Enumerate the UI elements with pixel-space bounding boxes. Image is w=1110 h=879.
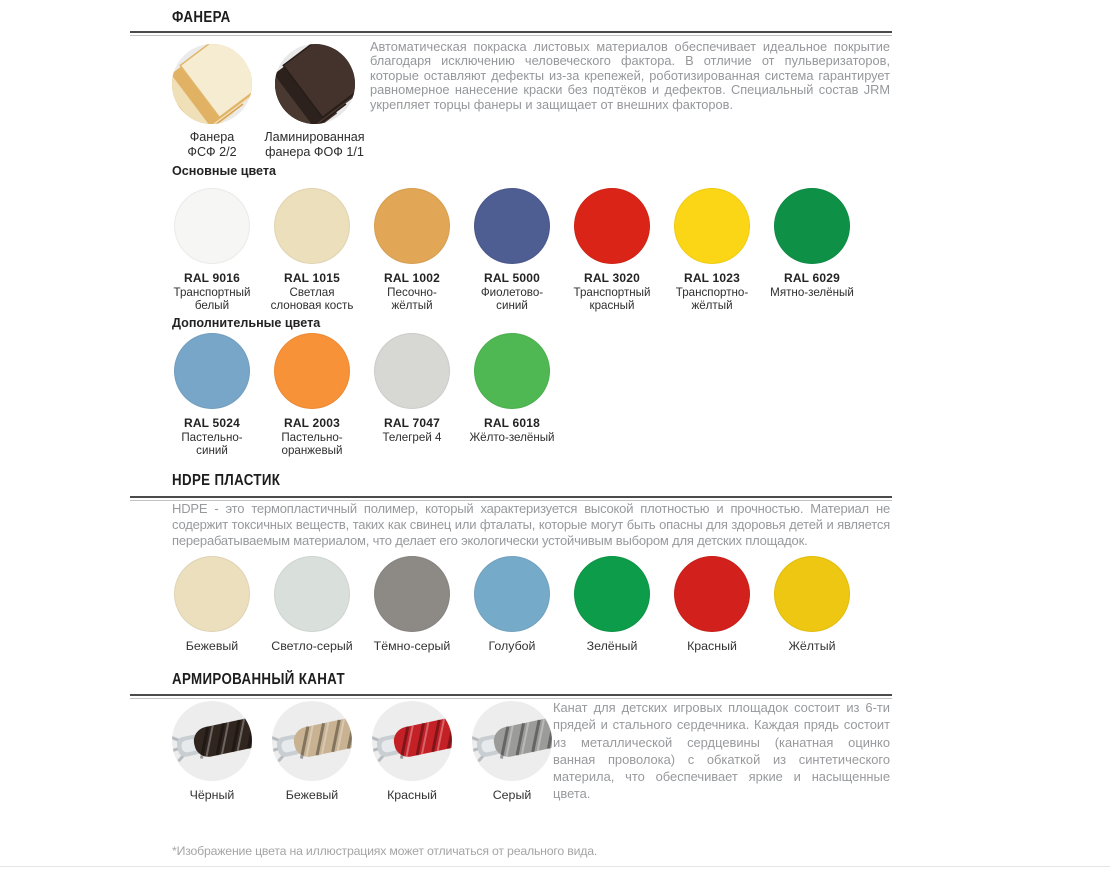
color-circle	[574, 556, 650, 632]
rope-photo-icon	[372, 701, 452, 781]
color-circle	[174, 188, 250, 264]
color-name: Красный	[687, 639, 737, 653]
color-circle	[274, 333, 350, 409]
color-swatch	[162, 188, 262, 313]
color-swatch	[762, 188, 862, 313]
ral-code: RAL 5024	[183, 416, 241, 430]
color-swatch	[262, 556, 362, 653]
ral-code: RAL 7047	[383, 416, 441, 430]
thumb-label-line1: Фанера	[189, 130, 235, 144]
color-swatch	[162, 333, 262, 458]
color-circle	[174, 556, 250, 632]
color-name: Светлая слоновая кость	[270, 286, 354, 313]
plywood-photo-icon	[172, 44, 252, 124]
color-circle	[574, 188, 650, 264]
hdpe-colors-row	[162, 556, 862, 653]
rope-swatch	[462, 701, 562, 802]
color-circle	[374, 333, 450, 409]
color-circle	[474, 556, 550, 632]
color-swatch	[162, 556, 262, 653]
color-swatch	[462, 333, 562, 458]
color-name: Жёлтый	[788, 639, 836, 653]
color-name: Пастельно-оранжевый	[281, 431, 343, 458]
color-name: Телегрей 4	[382, 431, 442, 444]
additional-colors-row	[162, 333, 562, 458]
color-name: Пастельно-синий	[181, 431, 243, 458]
hdpe-section-title: HDPE ПЛАСТИК	[172, 472, 281, 489]
color-circle	[274, 188, 350, 264]
rope-name: Красный	[387, 788, 437, 802]
additional-colors-subhead: Дополнительные цвета	[172, 316, 321, 330]
rope-photo-icon	[272, 701, 352, 781]
thumb-label-line2: фанера ФОФ 1/1	[265, 145, 364, 159]
rope-name: Серый	[492, 788, 532, 802]
hdpe-description: HDPE - это термопластичный полимер, который характеризуется высокой плотностью и прочностью. Материал не содержит токсичных веществ, таких как свинец или фталаты, которые могут быть опасны для здоровья детей и является перерабатываемым материалом, что делает его экологически устойчивым выбором для детских площадок.	[172, 501, 890, 548]
color-name: Песочно-жёлтый	[387, 286, 437, 313]
color-name: Светло-серый	[271, 639, 353, 653]
color-circle	[174, 333, 250, 409]
main-colors-subhead: Основные цвета	[172, 164, 277, 178]
color-name: Зелёный	[586, 639, 638, 653]
main-colors-row	[162, 188, 862, 313]
color-swatch	[262, 188, 362, 313]
plywood-thumbnail-fof	[252, 44, 377, 160]
rope-description: Канат для детских игровых площадок состоит из 6-ти прядей и стального сердечника. Каждая прядь состоит из металлической сердцевины (канатная оцинко ванная проволока) с обкаткой из синтетического материла, что обеспечивает яркие и насыщенные цвета.	[553, 700, 890, 802]
color-name: Голубой	[488, 639, 536, 653]
ral-code: RAL 2003	[283, 416, 341, 430]
color-swatch	[762, 556, 862, 653]
rope-name: Чёрный	[189, 788, 235, 802]
page-bottom-divider	[0, 866, 1110, 867]
color-circle	[474, 333, 550, 409]
color-circle	[674, 556, 750, 632]
section-divider	[130, 31, 892, 36]
color-disclaimer: *Изображение цвета на иллюстрациях может отличаться от реального вида.	[172, 844, 598, 858]
color-swatch	[362, 333, 462, 458]
color-circle	[274, 556, 350, 632]
color-name: Транспортный белый	[173, 286, 251, 313]
rope-photo-icon	[172, 701, 252, 781]
plywood-thumbnail-label	[264, 130, 364, 160]
ral-code: RAL 1023	[683, 271, 741, 285]
ral-code: RAL 6029	[783, 271, 841, 285]
plywood-description: Автоматическая покраска листовых материалов обеспечивает идеальное покрытие благодаря исключению человеческого фактора. В отличие от пульверизаторов, которые оставляют дефекты из-за крепежей, роботизированная система гарантирует равномерное нанесение краски без подтёков и дефектов. Специальный состав JRM укрепляет торцы фанеры и защищает от внешних факторов.	[370, 39, 890, 112]
rope-colors-row	[162, 701, 562, 802]
plywood-section-title: ФАНЕРА	[172, 9, 231, 26]
ral-code: RAL 1015	[283, 271, 341, 285]
rope-swatch	[362, 701, 462, 802]
laminated-plywood-photo-icon	[275, 44, 355, 124]
color-swatch	[262, 333, 362, 458]
color-circle	[774, 188, 850, 264]
plywood-thumbnail-label	[187, 130, 236, 160]
rope-section-title: АРМИРОВАННЫЙ КАНАТ	[172, 671, 345, 688]
color-swatch	[362, 556, 462, 653]
rope-swatch	[162, 701, 262, 802]
ral-code: RAL 1002	[383, 271, 441, 285]
color-circle	[374, 556, 450, 632]
color-swatch	[562, 188, 662, 313]
color-circle	[774, 556, 850, 632]
color-swatch	[662, 556, 762, 653]
rope-photo-icon	[472, 701, 552, 781]
ral-code: RAL 3020	[583, 271, 641, 285]
color-swatch	[562, 556, 662, 653]
ral-code: RAL 5000	[483, 271, 541, 285]
color-name: Мятно-зелёный	[770, 286, 854, 299]
color-name: Транспортно-жёлтый	[675, 286, 749, 313]
ral-code: RAL 9016	[183, 271, 241, 285]
color-name: Транспортный красный	[573, 286, 651, 313]
color-name: Фиолетово-синий	[480, 286, 544, 313]
ral-code: RAL 6018	[483, 416, 541, 430]
color-circle	[674, 188, 750, 264]
color-circle	[374, 188, 450, 264]
color-swatch	[462, 188, 562, 313]
color-swatch	[662, 188, 762, 313]
rope-swatch	[262, 701, 362, 802]
rope-name: Бежевый	[285, 788, 339, 802]
color-name: Бежевый	[185, 639, 239, 653]
color-name: Тёмно-серый	[373, 639, 451, 653]
color-circle	[474, 188, 550, 264]
color-name: Жёлто-зелёный	[469, 431, 555, 444]
plywood-thumbnail-fsf	[157, 44, 267, 160]
thumb-label-line2: ФСФ 2/2	[187, 145, 237, 159]
thumb-label-line1: Ламинированная	[264, 130, 365, 144]
color-swatch	[362, 188, 462, 313]
color-swatch	[462, 556, 562, 653]
